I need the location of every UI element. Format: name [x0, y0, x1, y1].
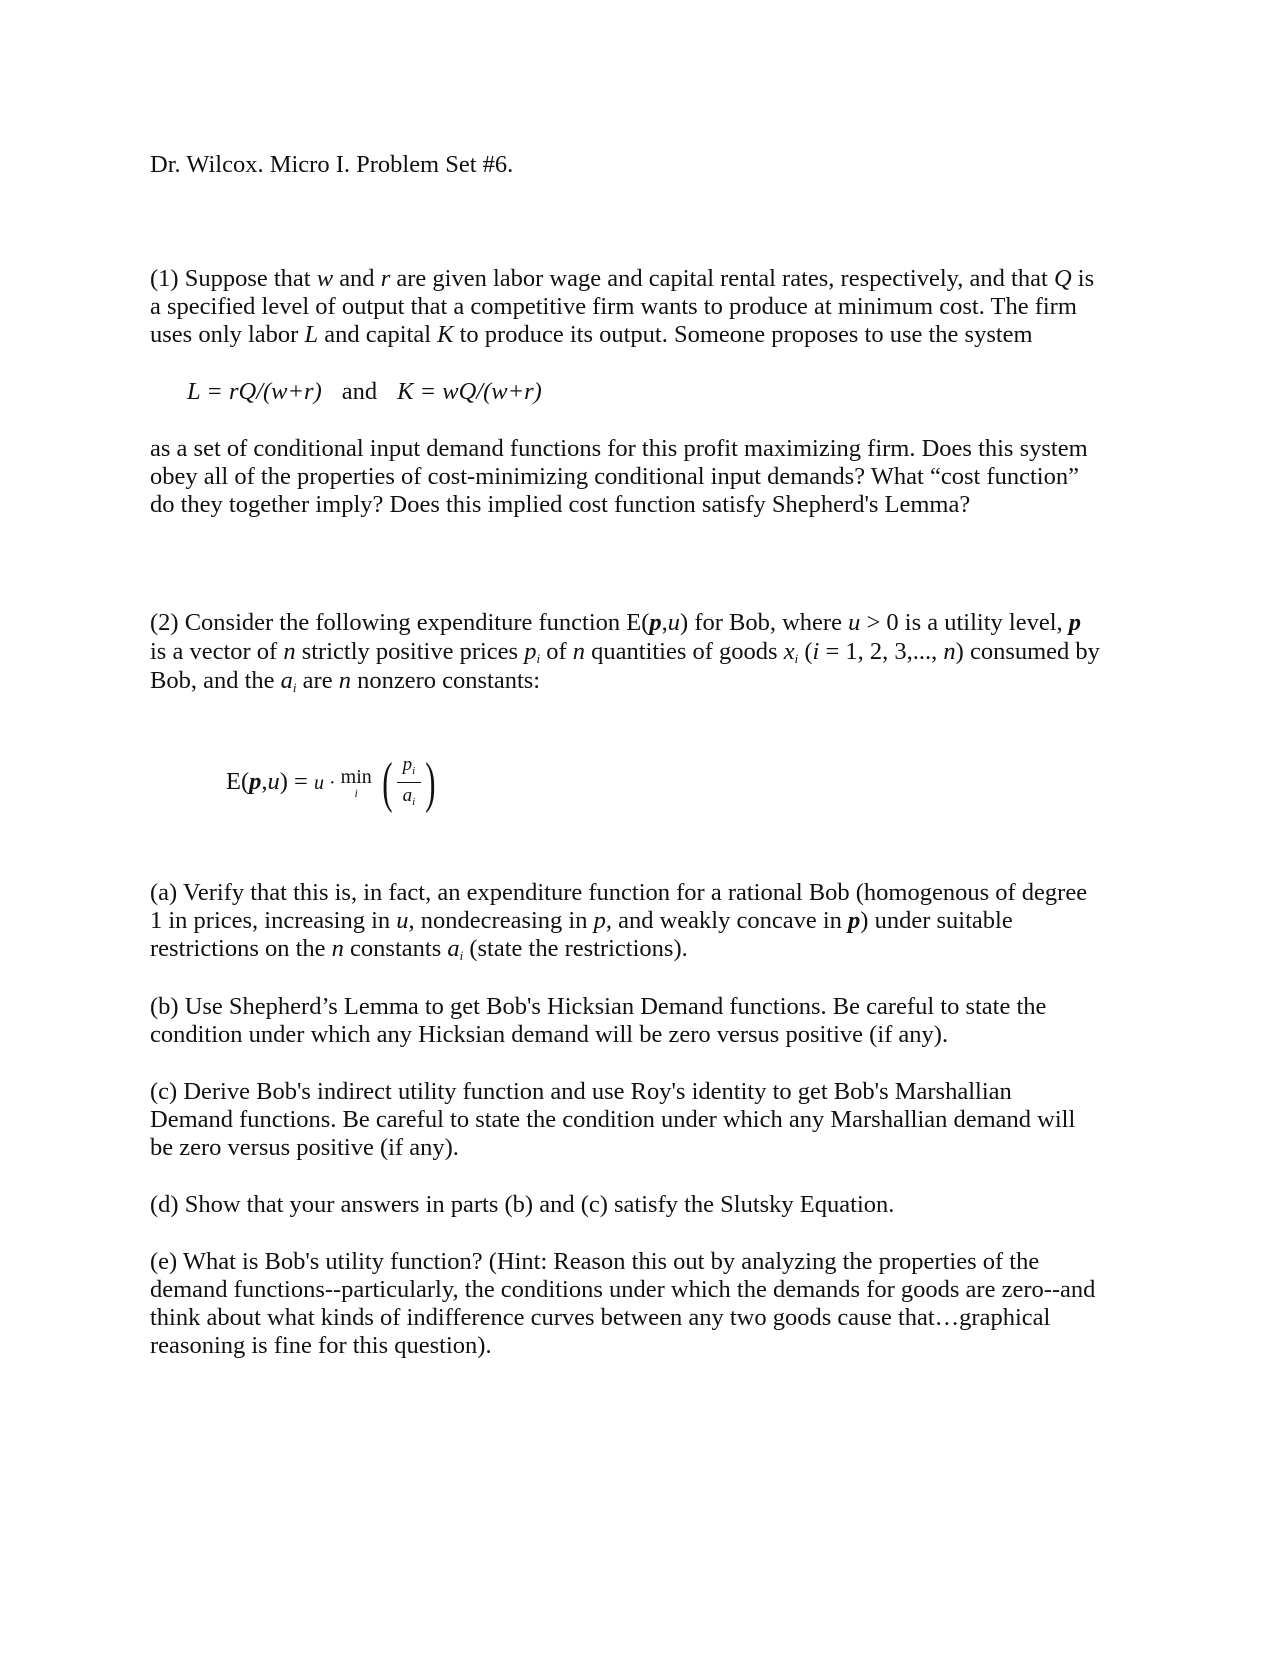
qd-line-1: (d) Show that your answers in parts (b) and (c) satisfy the Slutsky Equation.	[150, 1191, 895, 1218]
fraction-p-over-a: $\frac{p_i}{a_i}$	[397, 755, 422, 812]
qe-line-3: think about what kinds of indifference curves between any two goods cause that…graphical	[150, 1304, 1051, 1331]
qe-line-4: reasoning is fine for this question).	[150, 1332, 492, 1359]
q2-line-2: is a vector of n strictly positive prices $p_i$ of n quantities of goods $x_i$ (i = 1, 2, 3,..., n) consumed by	[150, 638, 1100, 666]
q1-line-2: a specified level of output that a competitive firm wants to produce at minimum cost. The firm	[150, 293, 1077, 320]
q1-line-1: (1) Suppose that w and r are given labor wage and capital rental rates, respectively, and that Q is	[150, 265, 1095, 292]
page-title: Dr. Wilcox. Micro I. Problem Set #6.	[150, 151, 514, 178]
qc-line-2: Demand functions. Be careful to state the condition under which any Marshallian demand will	[150, 1106, 1076, 1133]
qe-line-2: demand functions--particularly, the conditions under which the demands for goods are zero--and	[150, 1276, 1096, 1303]
q1-line-3: uses only labor L and capital K to produce its output. Someone proposes to use the system	[150, 321, 1033, 348]
equation-and: and	[341, 378, 378, 405]
equation-K: K = wQ/(w+r)	[397, 378, 542, 405]
q1-line-4: as a set of conditional input demand functions for this profit maximizing firm. Does this system	[150, 435, 1088, 462]
equation-L: L = rQ/(w+r)	[187, 378, 322, 405]
qc-line-1: (c) Derive Bob's indirect utility function and use Roy's identity to get Bob's Marshallian	[150, 1078, 1012, 1105]
expenditure-equation: E(p,u) = u · min i ( $\frac{p_i}{a_i}$ )	[226, 752, 436, 815]
qb-line-1: (b) Use Shepherd’s Lemma to get Bob's Hicksian Demand functions. Be careful to state the	[150, 993, 1047, 1020]
qb-line-2: condition under which any Hicksian demand will be zero versus positive (if any).	[150, 1021, 949, 1048]
q2-line-1: (2) Consider the following expenditure function E(p,u) for Bob, where u > 0 is a utility level, p	[150, 609, 1082, 636]
q1-equation	[187, 377, 542, 406]
left-paren: (	[382, 752, 393, 815]
min-operator: min i	[340, 766, 372, 801]
right-paren: )	[425, 752, 436, 815]
qa-line-1: (a) Verify that this is, in fact, an expenditure function for a rational Bob (homogenous of degree	[150, 879, 1088, 906]
qa-line-2: 1 in prices, increasing in u, nondecreasing in p, and weakly concave in p) under suitable	[150, 907, 1013, 934]
q1-line-6: do they together imply? Does this implied cost function satisfy Shepherd's Lemma?	[150, 491, 971, 518]
q2-line-3: Bob, and the $a_i$ are n nonzero constants:	[150, 667, 541, 695]
qe-line-1: (e) What is Bob's utility function? (Hint: Reason this out by analyzing the properties of the	[150, 1248, 1040, 1275]
qc-line-3: be zero versus positive (if any).	[150, 1134, 459, 1161]
qa-line-3: restrictions on the n constants $a_i$ (state the restrictions).	[150, 935, 688, 963]
q1-line-5: obey all of the properties of cost-minimizing conditional input demands? What “cost function”	[150, 463, 1079, 490]
